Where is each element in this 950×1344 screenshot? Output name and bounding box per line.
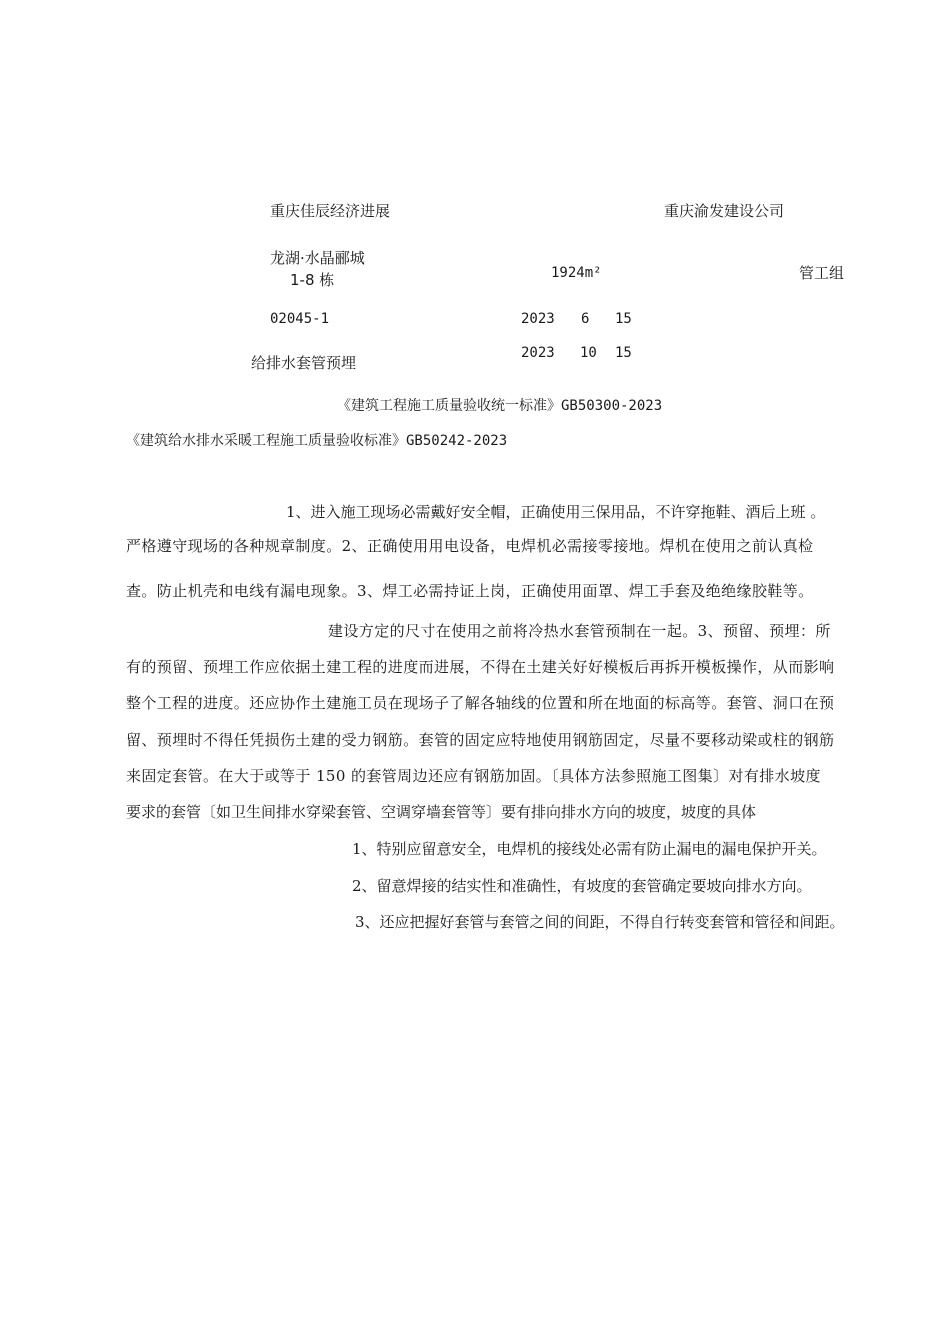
process-line: 来固定套管。在大于或等于 150 的套管周边还应有钢筋加固。〔具体方法参照施工图集〕对有排水坡度 <box>126 767 821 785</box>
note-1: 1、特别应留意安全，电焊机的接线处必需有防止漏电的漏电保护开关。 <box>352 840 827 858</box>
process-line: 要求的套管〔如卫生间排水穿梁套管、空调穿墙套管等〕要有排向排水方向的坡度，坡度的具体 <box>126 803 757 821</box>
end-month: 10 <box>580 345 597 361</box>
process-line: 留、预埋时不得任凭损伤土建的受力钢筋。套管的固定应特地使用钢筋固定，尽量不要移动梁或柱的钢筋 <box>126 731 835 749</box>
process-line: 有的预留、预埋工作应依据土建工程的进度而进展，不得在土建关好好模板后再拆开模板操作，从而影响 <box>126 658 835 676</box>
start-month: 6 <box>581 311 590 327</box>
developer-name: 重庆佳辰经济进展 <box>270 202 391 220</box>
standard-2: 《建筑给水排水采暖工程施工质量验收标准》GB50242-2023 <box>126 433 508 449</box>
end-year: 2023 <box>521 345 555 361</box>
safety-line: 1、进入施工现场必需戴好安全帽，正确使用三保用品，不许穿拖鞋、酒后上班 。 <box>286 503 826 521</box>
project-code: 02045-1 <box>270 311 330 327</box>
note-2: 2、留意焊接的结实性和准确性，有坡度的套管确定要坡向排水方向。 <box>352 877 812 895</box>
standard-1: 《建筑工程施工质量验收统一标准》GB50300-2023 <box>337 398 663 414</box>
safety-line: 查。防止机壳和电线有漏电现象。3、焊工必需持证上岗，正确使用面罩、焊工手套及绝绝缘胶鞋等。 <box>126 582 814 600</box>
project-name: 龙湖·水晶郦城 <box>270 249 365 267</box>
start-day: 15 <box>615 311 632 327</box>
process-line: 整个工程的进度。还应协作土建施工员在现场子了解各轴线的位置和所在地面的标高等。套管、洞口在预 <box>126 694 835 712</box>
contractor-name: 重庆渝发建设公司 <box>664 202 785 220</box>
project-area: 1924m² <box>551 265 602 281</box>
work-item: 给排水套管预埋 <box>251 354 357 372</box>
project-buildings: 1-8 栋 <box>290 271 335 289</box>
start-year: 2023 <box>521 311 555 327</box>
process-line: 建设方定的尺寸在使用之前将冷热水套管预制在一起。3、预留、预埋：所 <box>328 622 831 640</box>
end-day: 15 <box>615 345 632 361</box>
safety-line: 严格遵守现场的各种规章制度。2、正确使用用电设备，电焊机必需接零接地。焊机在使用之前认真检 <box>126 537 814 555</box>
note-3: 3、还应把握好套管与套管之间的间距，不得自行转变套管和管径和间距。 <box>355 913 845 931</box>
work-team: 管工组 <box>799 264 845 282</box>
